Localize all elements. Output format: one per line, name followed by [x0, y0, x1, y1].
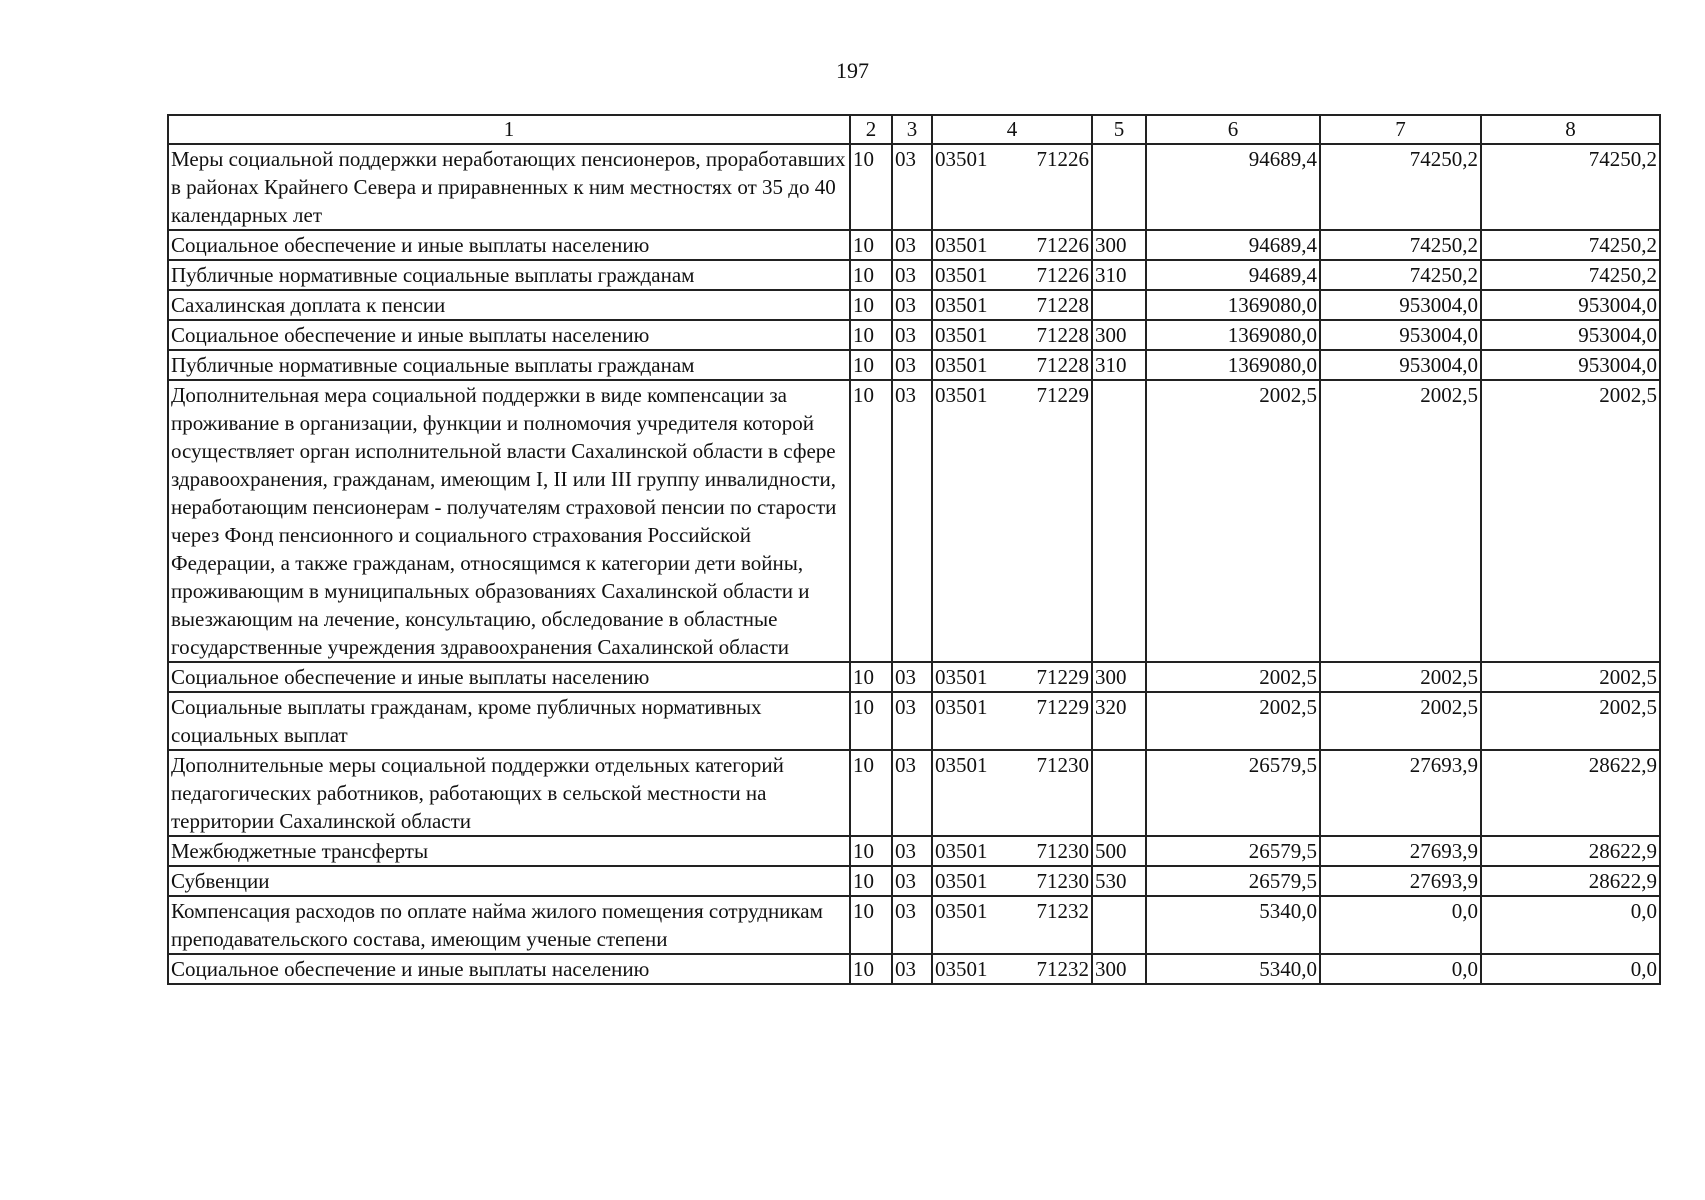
row-code-4 — [932, 230, 1092, 260]
header-col-2: 2 — [850, 115, 892, 144]
row-code-4-direction: 71229 — [1036, 665, 1089, 689]
row-code-4-direction: 71226 — [1036, 147, 1089, 171]
row-code-5: 300 — [1092, 662, 1146, 692]
header-col-1: 1 — [168, 115, 850, 144]
row-value-6: 26579,5 — [1146, 750, 1320, 836]
header-col-7: 7 — [1320, 115, 1481, 144]
table-row — [168, 896, 1660, 954]
row-value-8: 0,0 — [1481, 896, 1660, 954]
row-code-5: 500 — [1092, 836, 1146, 866]
row-code-4-direction: 71228 — [1036, 353, 1089, 377]
row-name: Социальное обеспечение и иные выплаты населению — [168, 954, 850, 984]
header-col-5: 5 — [1092, 115, 1146, 144]
row-code-4 — [932, 866, 1092, 896]
row-code-5 — [1092, 144, 1146, 230]
row-code-2: 10 — [850, 954, 892, 984]
table-row — [168, 320, 1660, 350]
row-code-5: 300 — [1092, 320, 1146, 350]
table-body — [168, 144, 1660, 984]
row-name: Межбюджетные трансферты — [168, 836, 850, 866]
row-code-5: 310 — [1092, 350, 1146, 380]
row-code-4 — [932, 896, 1092, 954]
row-code-4-program: 03501 — [935, 899, 988, 923]
table-row — [168, 954, 1660, 984]
row-code-4 — [932, 380, 1092, 662]
row-code-4-program: 03501 — [935, 353, 988, 377]
row-value-8: 953004,0 — [1481, 320, 1660, 350]
header-col-8: 8 — [1481, 115, 1660, 144]
table-row — [168, 290, 1660, 320]
row-name: Сахалинская доплата к пенсии — [168, 290, 850, 320]
row-code-3: 03 — [892, 290, 932, 320]
row-code-2: 10 — [850, 144, 892, 230]
row-code-4-program: 03501 — [935, 957, 988, 981]
row-code-4 — [932, 692, 1092, 750]
row-code-3: 03 — [892, 866, 932, 896]
row-value-7: 953004,0 — [1320, 350, 1481, 380]
row-code-4-program: 03501 — [935, 233, 988, 257]
row-value-7: 953004,0 — [1320, 290, 1481, 320]
row-code-3: 03 — [892, 692, 932, 750]
row-code-4 — [932, 320, 1092, 350]
row-code-4 — [932, 350, 1092, 380]
row-code-5: 310 — [1092, 260, 1146, 290]
row-name: Компенсация расходов по оплате найма жилого помещения сотрудникам преподавательского состава, имеющим ученые степени — [168, 896, 850, 954]
row-code-5: 530 — [1092, 866, 1146, 896]
row-code-4-direction: 71228 — [1036, 293, 1089, 317]
row-code-4-direction: 71232 — [1036, 899, 1089, 923]
row-code-2: 10 — [850, 896, 892, 954]
header-col-4: 4 — [932, 115, 1092, 144]
table-row — [168, 350, 1660, 380]
row-code-4-direction: 71230 — [1036, 869, 1089, 893]
row-code-3: 03 — [892, 836, 932, 866]
table-row — [168, 380, 1660, 662]
row-code-2: 10 — [850, 230, 892, 260]
table-row — [168, 662, 1660, 692]
row-value-7: 74250,2 — [1320, 144, 1481, 230]
row-code-4-program: 03501 — [935, 293, 988, 317]
table-row — [168, 260, 1660, 290]
row-name: Дополнительные меры социальной поддержки отдельных категорий педагогических работников, работающих в сельской местности на территории Сахалинской области — [168, 750, 850, 836]
row-code-4-direction: 71230 — [1036, 839, 1089, 863]
row-value-8: 0,0 — [1481, 954, 1660, 984]
row-value-7: 74250,2 — [1320, 230, 1481, 260]
row-name: Социальное обеспечение и иные выплаты населению — [168, 662, 850, 692]
row-code-2: 10 — [850, 380, 892, 662]
row-name: Социальные выплаты гражданам, кроме публичных нормативных социальных выплат — [168, 692, 850, 750]
row-value-8: 2002,5 — [1481, 692, 1660, 750]
row-code-2: 10 — [850, 662, 892, 692]
row-code-5 — [1092, 896, 1146, 954]
row-code-3: 03 — [892, 350, 932, 380]
row-code-2: 10 — [850, 866, 892, 896]
row-value-8: 28622,9 — [1481, 866, 1660, 896]
table-row — [168, 836, 1660, 866]
row-code-4-program: 03501 — [935, 263, 988, 287]
row-value-7: 953004,0 — [1320, 320, 1481, 350]
row-value-6: 5340,0 — [1146, 954, 1320, 984]
row-code-2: 10 — [850, 320, 892, 350]
row-value-6: 1369080,0 — [1146, 320, 1320, 350]
row-code-4-program: 03501 — [935, 869, 988, 893]
row-code-4-program: 03501 — [935, 839, 988, 863]
row-code-4-direction: 71226 — [1036, 233, 1089, 257]
row-value-6: 2002,5 — [1146, 662, 1320, 692]
header-col-6: 6 — [1146, 115, 1320, 144]
row-code-5: 300 — [1092, 954, 1146, 984]
row-code-4-direction: 71230 — [1036, 753, 1089, 777]
row-value-7: 27693,9 — [1320, 866, 1481, 896]
row-value-6: 26579,5 — [1146, 866, 1320, 896]
row-name: Социальное обеспечение и иные выплаты населению — [168, 320, 850, 350]
row-value-8: 74250,2 — [1481, 260, 1660, 290]
table-row — [168, 750, 1660, 836]
row-value-8: 2002,5 — [1481, 662, 1660, 692]
budget-table — [167, 114, 1661, 985]
row-value-6: 1369080,0 — [1146, 290, 1320, 320]
row-code-5: 320 — [1092, 692, 1146, 750]
row-code-4 — [932, 750, 1092, 836]
row-code-3: 03 — [892, 896, 932, 954]
row-value-7: 27693,9 — [1320, 750, 1481, 836]
row-code-3: 03 — [892, 230, 932, 260]
row-code-4 — [932, 144, 1092, 230]
row-value-8: 28622,9 — [1481, 750, 1660, 836]
row-code-3: 03 — [892, 954, 932, 984]
table-row — [168, 692, 1660, 750]
row-value-8: 74250,2 — [1481, 144, 1660, 230]
row-value-7: 0,0 — [1320, 954, 1481, 984]
row-name: Публичные нормативные социальные выплаты гражданам — [168, 350, 850, 380]
row-code-2: 10 — [850, 692, 892, 750]
row-code-4 — [932, 954, 1092, 984]
row-code-3: 03 — [892, 144, 932, 230]
row-code-4 — [932, 836, 1092, 866]
row-code-3: 03 — [892, 320, 932, 350]
row-code-4-direction: 71226 — [1036, 263, 1089, 287]
row-value-6: 26579,5 — [1146, 836, 1320, 866]
table-row — [168, 230, 1660, 260]
header-row — [168, 115, 1660, 144]
row-name: Социальное обеспечение и иные выплаты населению — [168, 230, 850, 260]
row-value-7: 74250,2 — [1320, 260, 1481, 290]
row-value-6: 94689,4 — [1146, 260, 1320, 290]
row-code-4-program: 03501 — [935, 323, 988, 347]
row-value-7: 0,0 — [1320, 896, 1481, 954]
row-value-8: 2002,5 — [1481, 380, 1660, 662]
row-name: Дополнительная мера социальной поддержки в виде компенсации за проживание в организации, функции и полномочия учредителя которой осуществляет орган исполнительной власти Сахалинской области в сфере здравоохранения, гражданам, имеющим I, II или III группу инвалидности, неработающим пенсионерам - получателям страховой пенсии по старости через Фонд пенсионного и социального страхования Российской Федерации, а также гражданам, относящимся к категории дети войны, проживающим в муниципальных образованиях Сахалинской области и выезжающим на лечение, консультацию, обследование в областные государственные учреждения здравоохранения Сахалинской области — [168, 380, 850, 662]
row-code-3: 03 — [892, 260, 932, 290]
row-value-8: 28622,9 — [1481, 836, 1660, 866]
row-value-6: 5340,0 — [1146, 896, 1320, 954]
table-row — [168, 144, 1660, 230]
row-code-5: 300 — [1092, 230, 1146, 260]
row-code-4-direction: 71229 — [1036, 695, 1089, 719]
row-name: Меры социальной поддержки неработающих пенсионеров, проработавших в районах Крайнего Севера и приравненных к ним местностях от 35 до 40 календарных лет — [168, 144, 850, 230]
page-number: 197 — [836, 58, 869, 83]
row-code-4-program: 03501 — [935, 147, 988, 171]
row-code-4-program: 03501 — [935, 695, 988, 719]
header-col-3: 3 — [892, 115, 932, 144]
row-code-3: 03 — [892, 662, 932, 692]
row-code-5 — [1092, 750, 1146, 836]
row-code-4-direction: 71228 — [1036, 323, 1089, 347]
row-value-8: 953004,0 — [1481, 290, 1660, 320]
row-name: Публичные нормативные социальные выплаты гражданам — [168, 260, 850, 290]
row-code-5 — [1092, 380, 1146, 662]
row-value-7: 2002,5 — [1320, 692, 1481, 750]
row-code-4 — [932, 260, 1092, 290]
row-value-7: 2002,5 — [1320, 380, 1481, 662]
row-value-6: 94689,4 — [1146, 144, 1320, 230]
row-value-6: 2002,5 — [1146, 692, 1320, 750]
row-code-2: 10 — [850, 260, 892, 290]
row-value-6: 94689,4 — [1146, 230, 1320, 260]
row-code-3: 03 — [892, 750, 932, 836]
row-value-7: 2002,5 — [1320, 662, 1481, 692]
row-code-2: 10 — [850, 836, 892, 866]
row-code-4-program: 03501 — [935, 665, 988, 689]
row-value-6: 2002,5 — [1146, 380, 1320, 662]
row-code-4-program: 03501 — [935, 383, 988, 407]
row-code-4 — [932, 290, 1092, 320]
row-code-4 — [932, 662, 1092, 692]
row-code-4-direction: 71232 — [1036, 957, 1089, 981]
row-code-2: 10 — [850, 750, 892, 836]
row-code-2: 10 — [850, 290, 892, 320]
row-value-7: 27693,9 — [1320, 836, 1481, 866]
table-row — [168, 866, 1660, 896]
row-code-4-program: 03501 — [935, 753, 988, 777]
row-code-3: 03 — [892, 380, 932, 662]
row-value-8: 74250,2 — [1481, 230, 1660, 260]
row-code-2: 10 — [850, 350, 892, 380]
row-value-8: 953004,0 — [1481, 350, 1660, 380]
row-name: Субвенции — [168, 866, 850, 896]
row-value-6: 1369080,0 — [1146, 350, 1320, 380]
row-code-4-direction: 71229 — [1036, 383, 1089, 407]
row-code-5 — [1092, 290, 1146, 320]
